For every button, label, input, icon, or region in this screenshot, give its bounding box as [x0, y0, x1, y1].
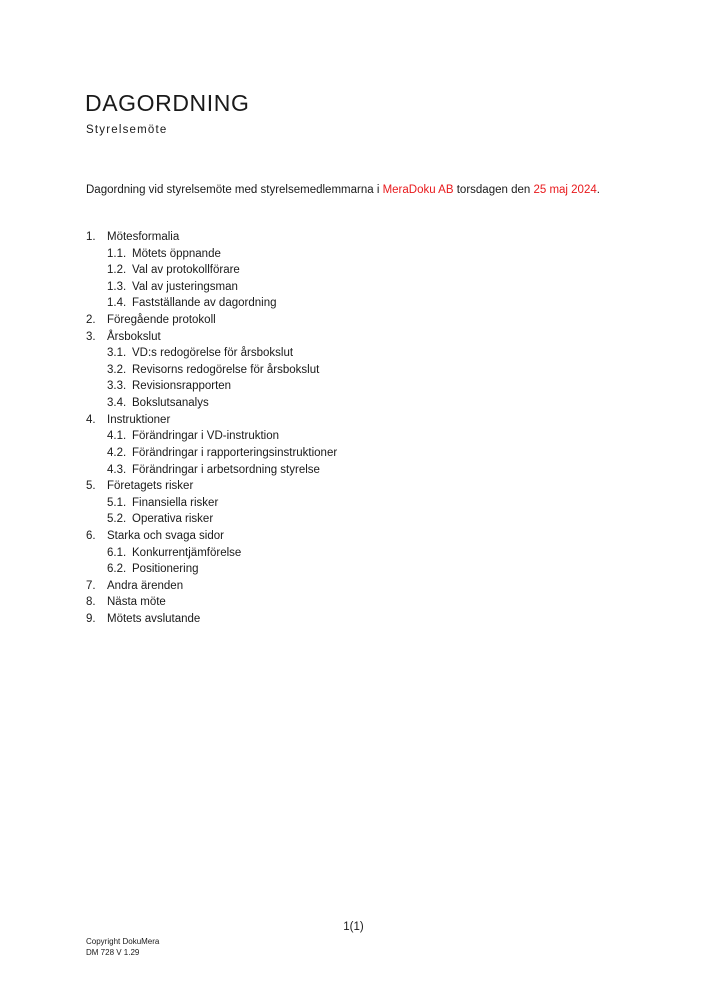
agenda-subitem — [86, 511, 337, 528]
agenda-item-number: 5. — [86, 480, 96, 493]
agenda-item-label: Nästa möte — [107, 596, 166, 609]
agenda-item-number: 1. — [86, 231, 96, 243]
agenda-item-number: 8. — [86, 596, 96, 609]
agenda-subitem-label: Operativa risker — [132, 513, 214, 526]
footer-copyright: Copyright DokuMera — [86, 937, 160, 946]
agenda-subitem — [86, 445, 337, 462]
agenda-item-label: Årsbokslut — [107, 330, 161, 343]
agenda-item-number: 9. — [86, 613, 96, 626]
agenda-subitem-label: Mötets öppnande — [132, 247, 221, 260]
agenda-subitem-label: Bokslutsanalys — [132, 397, 209, 410]
intro-text-1: Dagordning vid styrelsemöte med styrelsemedlemmarna i — [86, 184, 383, 196]
agenda-subitem — [86, 428, 337, 445]
page-number: 1(1) — [343, 921, 364, 933]
agenda-item — [86, 229, 337, 246]
agenda-subitem-number: 1.1. — [107, 247, 127, 260]
agenda-subitem-label: Val av protokollförare — [132, 264, 240, 277]
meeting-date: 25 maj 2024 — [533, 184, 597, 196]
agenda-item — [86, 611, 337, 628]
agenda-item — [86, 412, 337, 429]
agenda-item — [86, 594, 337, 611]
agenda-subitem-label: Fastställande av dagordning — [132, 297, 277, 310]
agenda-subitem — [86, 362, 337, 379]
agenda-subitem-number: 4.1. — [107, 430, 127, 443]
agenda-subitem-label: Finansiella risker — [132, 496, 219, 509]
agenda-item-label: Starka och svaga sidor — [107, 529, 224, 542]
document-subtitle: Styrelsemöte — [86, 124, 168, 136]
agenda-subitem-number: 6.1. — [107, 546, 127, 559]
agenda-subitem-label: Revisorns redogörelse för årsbokslut — [132, 363, 320, 376]
agenda-subitem-label: Val av justeringsman — [132, 280, 238, 293]
agenda-item — [86, 312, 337, 329]
agenda-subitem-label: Förändringar i VD-instruktion — [132, 430, 280, 443]
agenda-subitem-label: VD:s redogörelse för årsbokslut — [132, 347, 294, 360]
agenda-subitem-number: 5.1. — [107, 496, 127, 509]
agenda-subitem-number: 3.4. — [107, 397, 127, 410]
footer-doc-id: DM 728 V 1.29 — [86, 947, 140, 957]
agenda-item-label: Företagets risker — [107, 480, 194, 493]
agenda-subitem — [86, 462, 337, 479]
agenda-subitem-label: Konkurrentjämförelse — [132, 546, 242, 559]
agenda-subitem-number: 1.3. — [107, 280, 127, 293]
agenda-subitem-number: 5.2. — [107, 513, 127, 526]
agenda-subitem — [86, 395, 337, 412]
agenda-item-label: Mötesformalia — [107, 231, 180, 243]
agenda-item — [86, 329, 337, 346]
footer — [86, 937, 159, 958]
agenda-subitem-label: Förändringar i rapporteringsinstruktioner — [132, 446, 338, 459]
agenda-item — [86, 578, 337, 595]
agenda-subitem-number: 6.2. — [107, 563, 127, 576]
agenda-item-number: 3. — [86, 330, 96, 343]
agenda-item — [86, 478, 337, 495]
intro-text-2: torsdagen den — [453, 184, 534, 196]
agenda-item-number: 6. — [86, 529, 96, 542]
agenda-list — [86, 229, 337, 628]
agenda-item-label: Mötets avslutande — [107, 613, 201, 626]
agenda-subitem — [86, 345, 337, 362]
agenda-item-label: Andra ärenden — [107, 579, 184, 592]
agenda-subitem — [86, 246, 337, 263]
agenda-subitem-number: 3.1. — [107, 347, 127, 360]
intro-text-3: . — [596, 184, 600, 196]
agenda-subitem — [86, 495, 337, 512]
agenda-subitem-number: 1.2. — [107, 264, 127, 277]
agenda-subitem-label: Förändringar i arbetsordning styrelse — [132, 463, 320, 476]
agenda-subitem-number: 1.4. — [107, 297, 127, 310]
intro-paragraph — [86, 182, 626, 199]
agenda-item-number: 4. — [86, 413, 96, 426]
agenda-subitem-label: Revisionsrapporten — [132, 380, 232, 393]
company-name: MeraDoku AB — [382, 184, 454, 196]
agenda-subitem-number: 3.3. — [107, 380, 127, 393]
agenda-item-number: 7. — [86, 579, 96, 592]
agenda-item-label: Instruktioner — [107, 413, 171, 426]
agenda-subitem — [86, 545, 337, 562]
agenda-item — [86, 528, 337, 545]
agenda-subitem — [86, 295, 337, 312]
agenda-item-number: 2. — [86, 314, 96, 327]
agenda-subitem-label: Positionering — [132, 563, 199, 576]
agenda-subitem-number: 4.2. — [107, 446, 127, 459]
agenda-subitem — [86, 262, 337, 279]
agenda-subitem — [86, 561, 337, 578]
agenda-subitem-number: 4.3. — [107, 463, 127, 476]
agenda-subitem — [86, 279, 337, 296]
agenda-item-label: Föregående protokoll — [107, 314, 216, 327]
agenda-subitem — [86, 378, 337, 395]
agenda-subitem-number: 3.2. — [107, 363, 127, 376]
document-title: DAGORDNING — [85, 90, 250, 116]
